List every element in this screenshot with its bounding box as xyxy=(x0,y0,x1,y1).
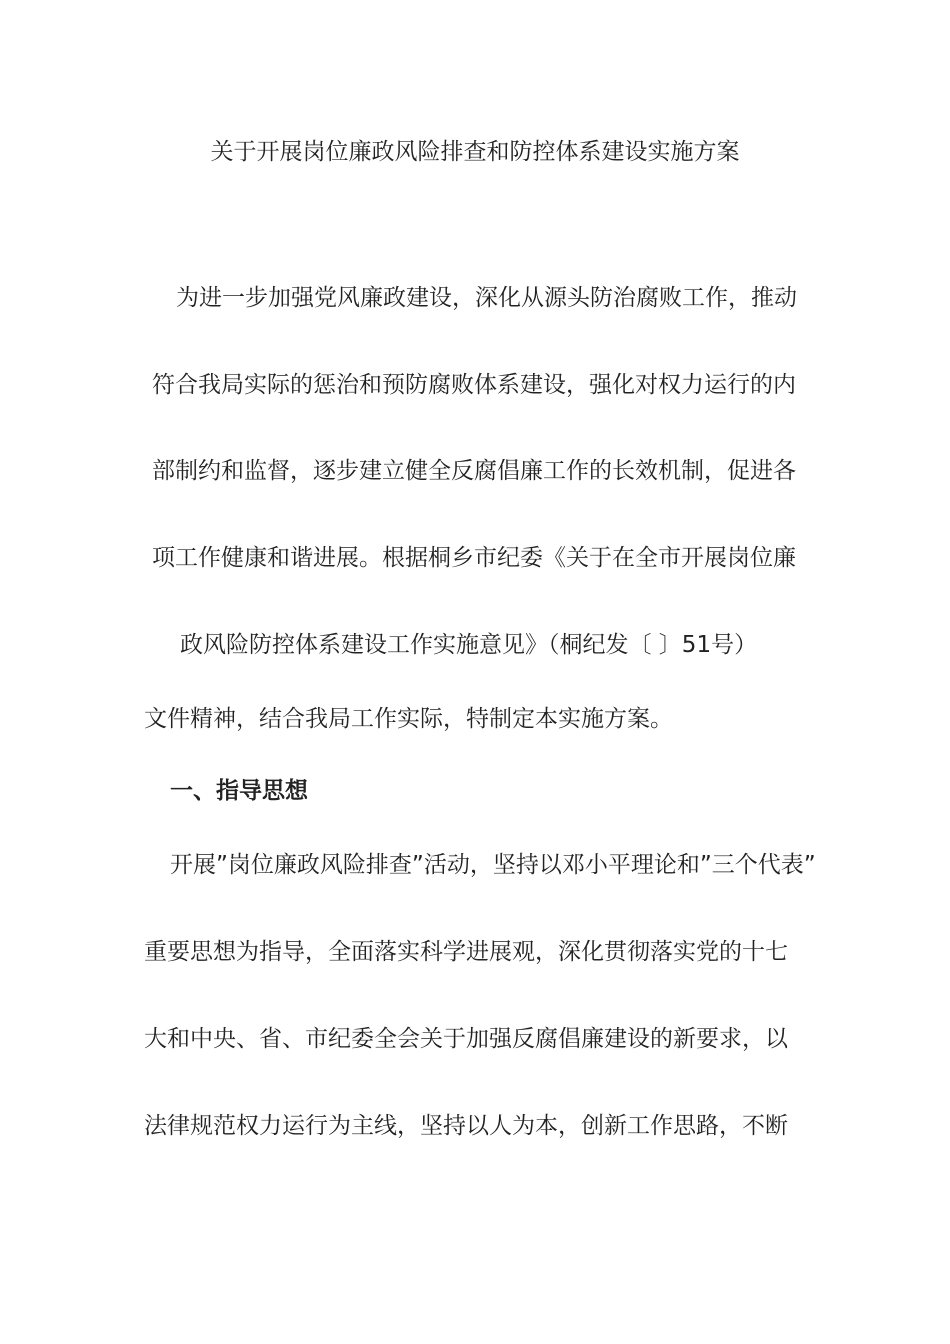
intro-line-4: 项工作健康和谐进展。根据桐乡市纪委《关于在全市开展岗位廉 xyxy=(152,545,796,571)
intro-line-6: 文件精神，结合我局工作实际，特制定本实施方案。 xyxy=(144,706,673,732)
section-1-line-3: 大和中央、省、市纪委全会关于加强反腐倡廉建设的新要求，以 xyxy=(144,1026,788,1052)
intro-line-5: 政风险防控体系建设工作实施意见》（桐纪发〔 〕51号） xyxy=(180,632,758,658)
section-1-line-4: 法律规范权力运行为主线，坚持以人为本，创新工作思路，不断 xyxy=(144,1113,788,1139)
section-1-line-2: 重要思想为指导，全面落实科学进展观，深化贯彻落实党的十七 xyxy=(144,939,788,965)
intro-line-1: 为进一步加强党风廉政建设，深化从源头防治腐败工作，推动 xyxy=(176,285,797,311)
section-1-line-1: 开展”岗位廉政风险排查”活动，坚持以邓小平理论和”三个代表” xyxy=(170,852,816,878)
section-heading-guiding-ideology: 一、指导思想 xyxy=(170,778,308,804)
document-title: 关于开展岗位廉政风险排查和防控体系建设实施方案 xyxy=(210,139,740,165)
intro-line-2: 符合我局实际的惩治和预防腐败体系建设，强化对权力运行的内 xyxy=(152,372,796,398)
intro-line-3: 部制约和监督，逐步建立健全反腐倡廉工作的长效机制，促进各 xyxy=(152,458,796,484)
